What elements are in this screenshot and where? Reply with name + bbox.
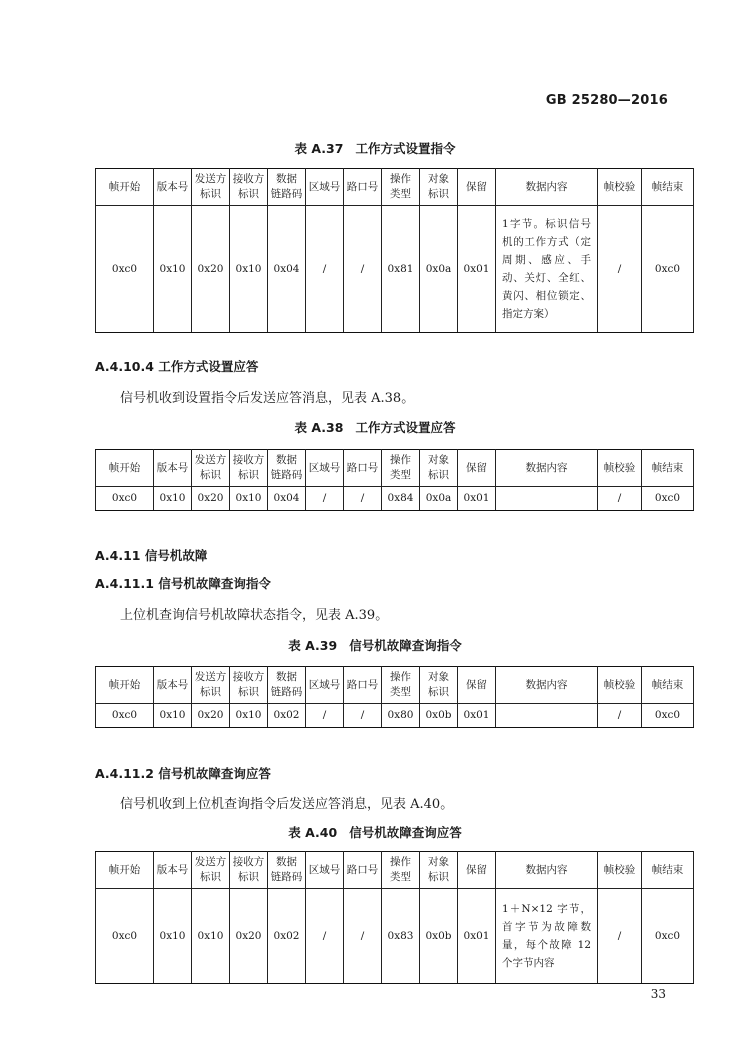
column-header-line: 帧开始 [108,180,141,193]
column-header-line: 保留 [466,678,487,691]
column-header-line: 帧结束 [651,678,684,691]
column-header-line: 类型 [390,871,411,883]
column-header-line: 标识 [428,469,449,481]
column-header-line: 对象 [428,856,449,868]
table-cell: 0x0b [420,889,458,984]
section-title: 信号机故障 [144,548,208,563]
column-header [344,667,382,704]
column-header-line: 区域号 [308,863,341,876]
column-header-line: 帧开始 [108,461,141,474]
caption-title: 信号机故障查询指令 [349,638,462,653]
column-header [642,852,694,889]
table-cell: 0x84 [382,487,420,511]
column-header [268,667,306,704]
column-header-line: 对象 [428,671,449,683]
column-header-line: 链路码 [270,188,303,200]
column-header-line: 标识 [200,871,221,883]
column-header [598,169,642,206]
column-header [598,852,642,889]
caption-number: 表 A.37 [294,141,344,156]
column-header-line: 发送方 [194,454,227,466]
column-header-line: 类型 [390,469,411,481]
column-header-line: 接收方 [232,173,265,185]
column-header [382,450,420,487]
column-header-line: 路口号 [346,863,379,876]
column-header-line: 类型 [390,686,411,698]
table-cell: 0x01 [458,206,496,333]
column-header-line: 标识 [428,188,449,200]
column-header-line: 帧结束 [651,180,684,193]
data-content-cell [496,487,598,511]
table-caption-a40 [0,823,750,841]
table-cell: 0x20 [192,704,230,728]
column-header-line: 链路码 [270,469,303,481]
column-header-line: 帧校验 [603,461,636,474]
column-header-line: 保留 [466,461,487,474]
table-row [96,889,694,984]
column-header [306,169,344,206]
table-cell: 0x20 [230,889,268,984]
column-header-line: 标识 [238,871,259,883]
column-header-line: 操作 [390,856,411,868]
column-header [96,667,154,704]
table-cell: 0xc0 [642,487,694,511]
data-content-cell [496,704,598,728]
section-title: 工作方式设置应答 [158,359,259,374]
table-cell: 0x10 [230,487,268,511]
column-header [420,450,458,487]
column-header-line: 保留 [466,863,487,876]
table-cell: 0x81 [382,206,420,333]
table-cell: 0x20 [192,487,230,511]
table-cell: 0x83 [382,889,420,984]
column-header-line: 链路码 [270,686,303,698]
table-row [96,704,694,728]
table-cell: 0x02 [268,704,306,728]
column-header-line: 区域号 [308,461,341,474]
column-header [230,667,268,704]
table-cell: 0xc0 [96,487,154,511]
table-cell: 0x10 [154,704,192,728]
table-cell: / [598,206,642,333]
column-header-line: 版本号 [156,461,189,474]
table-cell: 0x0a [420,487,458,511]
table-cell: 0x10 [192,889,230,984]
table-cell: 0x10 [154,889,192,984]
section-paragraph: 信号机收到上位机查询指令后发送应答消息，见表 A.40。 [120,797,454,812]
table-caption-a38 [0,418,750,436]
column-header-line: 标识 [200,188,221,200]
section-heading-a-4-11 [95,546,207,564]
column-header [268,169,306,206]
column-header-line: 接收方 [232,671,265,683]
table-cell: 0xc0 [642,704,694,728]
caption-number: 表 A.38 [294,420,344,435]
column-header-line: 链路码 [270,871,303,883]
column-header [496,450,598,487]
column-header [96,852,154,889]
column-header-line: 标识 [238,686,259,698]
column-header [344,450,382,487]
column-header [642,667,694,704]
column-header [154,450,192,487]
column-header [642,450,694,487]
table-cell: 0x0a [420,206,458,333]
column-header [458,450,496,487]
table-caption-a39 [0,636,750,654]
table-cell: 0xc0 [96,704,154,728]
table-cell: 0x20 [192,206,230,333]
table-cell: 0x10 [230,704,268,728]
caption-number: 表 A.39 [288,638,338,653]
column-header-line: 标识 [428,686,449,698]
column-header [230,852,268,889]
section-title: 信号机故障查询指令 [158,576,271,591]
caption-title: 工作方式设置指令 [355,141,456,156]
table-cell: 0x01 [458,889,496,984]
data-content-cell: 1＋N×12 字节，首字节为故障数量，每个故障 12 个字节内容 [496,889,598,984]
column-header [382,667,420,704]
column-header [420,667,458,704]
caption-title: 信号机故障查询应答 [349,825,462,840]
section-number: A.4.11.2 [95,766,154,781]
column-header-line: 数据 [276,173,297,185]
column-header [192,169,230,206]
table-caption-a37 [0,139,750,157]
column-header-line: 保留 [466,180,487,193]
column-header [154,169,192,206]
column-header-line: 版本号 [156,180,189,193]
section-paragraph: 信号机收到设置指令后发送应答消息，见表 A.38。 [120,391,415,406]
column-header-line: 路口号 [346,678,379,691]
column-header-line: 数据 [276,671,297,683]
table-cell: / [598,704,642,728]
column-header-line: 路口号 [346,461,379,474]
section-paragraph: 上位机查询信号机故障状态指令，见表 A.39。 [120,608,389,623]
table-cell: 0x80 [382,704,420,728]
column-header-line: 对象 [428,454,449,466]
column-header-line: 接收方 [232,856,265,868]
column-header-line: 数据内容 [525,678,568,691]
table-a40 [95,851,694,984]
caption-number: 表 A.40 [288,825,338,840]
column-header-line: 操作 [390,671,411,683]
column-header [598,667,642,704]
column-header-line: 帧开始 [108,678,141,691]
table-cell: 0x04 [268,487,306,511]
column-header-line: 帧校验 [603,678,636,691]
column-header-line: 发送方 [194,856,227,868]
column-header [420,169,458,206]
table-cell: 0x01 [458,704,496,728]
table-cell: 0x10 [154,487,192,511]
column-header-line: 路口号 [346,180,379,193]
column-header [154,852,192,889]
table-cell: / [598,889,642,984]
column-header-line: 帧结束 [651,863,684,876]
table-a38 [95,449,694,511]
table-a37 [95,168,694,333]
column-header-line: 帧校验 [603,863,636,876]
column-header-line: 标识 [200,686,221,698]
column-header-line: 帧结束 [651,461,684,474]
column-header-line: 帧校验 [603,180,636,193]
column-header [420,852,458,889]
column-header [382,169,420,206]
table-row [96,206,694,333]
column-header [192,667,230,704]
column-header-line: 接收方 [232,454,265,466]
section-number: A.4.11 [95,548,141,563]
table-cell: / [306,206,344,333]
column-header [306,852,344,889]
section-number: A.4.11.1 [95,576,154,591]
column-header-line: 类型 [390,188,411,200]
table-cell: 0xc0 [96,889,154,984]
table-cell: / [344,704,382,728]
column-header [598,450,642,487]
column-header-line: 标识 [200,469,221,481]
data-content-cell: 1字节。标识信号机的工作方式（定周期、感应、手动、关灯、全红、黄闪、相位锁定、指定方案） [496,206,598,333]
column-header [642,169,694,206]
column-header [154,667,192,704]
section-heading-a-4-10-4 [95,357,258,375]
table-cell: 0x01 [458,487,496,511]
column-header [344,169,382,206]
table-cell: 0x02 [268,889,306,984]
column-header-line: 数据 [276,856,297,868]
column-header [496,852,598,889]
column-header-line: 操作 [390,454,411,466]
table-cell: 0x10 [230,206,268,333]
table-cell: 0xc0 [642,889,694,984]
column-header [192,450,230,487]
table-cell: / [306,487,344,511]
column-header-line: 数据内容 [525,461,568,474]
section-number: A.4.10.4 [95,359,154,374]
table-row [96,487,694,511]
table-a39 [95,666,694,728]
column-header-line: 标识 [238,469,259,481]
column-header [306,667,344,704]
table-cell: / [598,487,642,511]
column-header [96,169,154,206]
column-header [382,852,420,889]
column-header-line: 区域号 [308,678,341,691]
column-header-line: 数据内容 [525,863,568,876]
table-cell: / [344,487,382,511]
column-header [496,667,598,704]
column-header [306,450,344,487]
column-header-line: 数据 [276,454,297,466]
column-header-line: 发送方 [194,671,227,683]
section-title: 信号机故障查询应答 [158,766,271,781]
column-header [192,852,230,889]
column-header [230,450,268,487]
column-header [268,852,306,889]
table-cell: 0x04 [268,206,306,333]
column-header-line: 标识 [428,871,449,883]
table-cell: 0x0b [420,704,458,728]
column-header-line: 对象 [428,173,449,185]
column-header [96,450,154,487]
column-header-line: 操作 [390,173,411,185]
column-header [458,852,496,889]
column-header-line: 区域号 [308,180,341,193]
column-header [496,169,598,206]
table-cell: / [306,704,344,728]
table-cell: 0xc0 [96,206,154,333]
column-header-line: 数据内容 [525,180,568,193]
section-heading-a-4-11-1 [95,574,271,592]
caption-title: 工作方式设置应答 [355,420,456,435]
column-header [458,169,496,206]
column-header-line: 版本号 [156,863,189,876]
table-cell: / [344,889,382,984]
table-cell: / [344,206,382,333]
standard-number: GB 25280—2016 [545,93,668,108]
column-header [230,169,268,206]
column-header-line: 发送方 [194,173,227,185]
column-header [268,450,306,487]
column-header-line: 标识 [238,188,259,200]
column-header [458,667,496,704]
section-heading-a-4-11-2 [95,764,271,782]
column-header-line: 帧开始 [108,863,141,876]
column-header [344,852,382,889]
page-number: 33 [650,987,666,1001]
column-header-line: 版本号 [156,678,189,691]
table-cell: 0x10 [154,206,192,333]
table-cell: 0xc0 [642,206,694,333]
table-cell: / [306,889,344,984]
